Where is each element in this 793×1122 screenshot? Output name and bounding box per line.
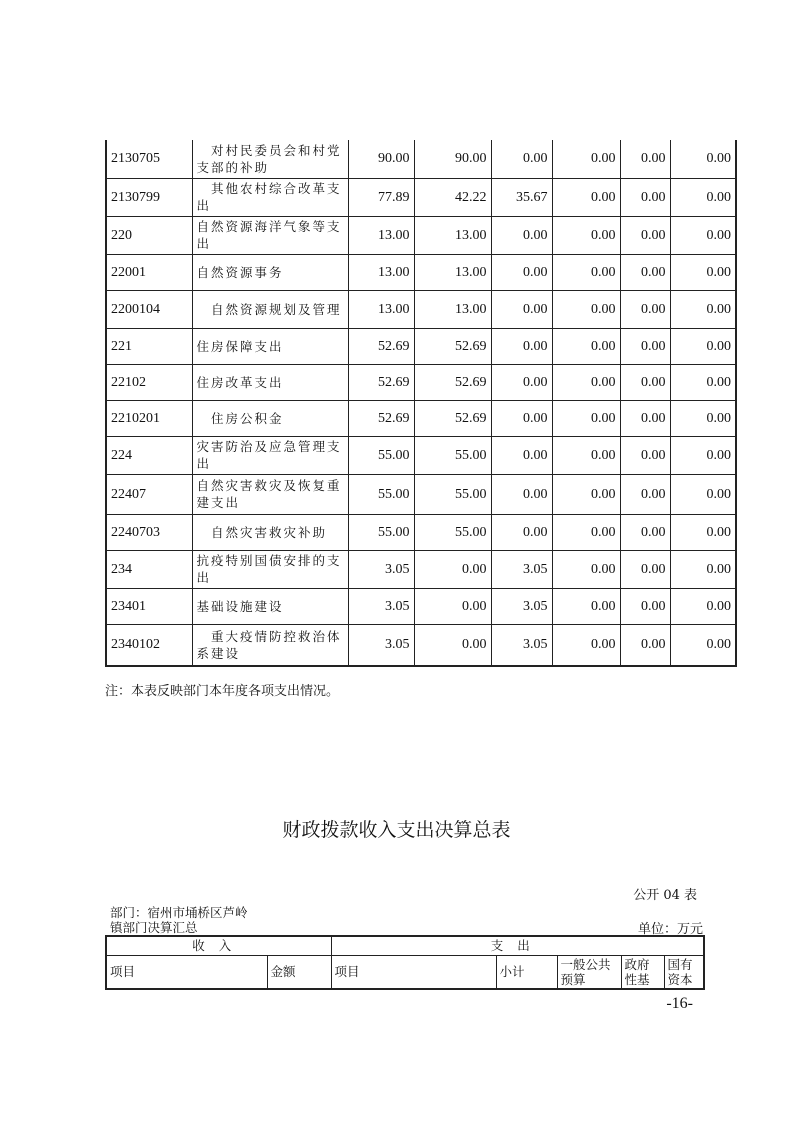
- row-value: 55.00: [414, 474, 491, 514]
- row-code: 2240703: [106, 514, 192, 550]
- row-value: 0.00: [670, 624, 736, 666]
- col-state-capital: 国有资本: [664, 955, 704, 989]
- row-value: 0.00: [491, 254, 552, 290]
- row-code: 2210201: [106, 400, 192, 436]
- section-title: 财政拨款收入支出决算总表: [282, 819, 511, 841]
- row-value: 0.00: [552, 140, 620, 178]
- row-value: 0.00: [620, 140, 670, 178]
- table-row: [106, 254, 736, 290]
- table-row: [106, 364, 736, 400]
- row-value: 0.00: [670, 254, 736, 290]
- col-income-item: 项目: [106, 955, 267, 989]
- row-name: 基础设施建设: [192, 588, 348, 624]
- row-value: 0.00: [620, 364, 670, 400]
- table-row: [106, 624, 736, 666]
- col-subtotal: 小计: [496, 955, 557, 989]
- table-row: [106, 474, 736, 514]
- row-value: 52.69: [348, 400, 414, 436]
- row-value: 0.00: [620, 216, 670, 254]
- row-value: 0.00: [620, 624, 670, 666]
- row-value: 0.00: [552, 588, 620, 624]
- table-row: [106, 550, 736, 588]
- row-name: 自然灾害救灾及恢复重建支出: [192, 474, 348, 514]
- row-value: 52.69: [348, 364, 414, 400]
- row-value: 13.00: [348, 254, 414, 290]
- row-value: 52.69: [414, 328, 491, 364]
- table-row: [106, 140, 736, 178]
- expense-header: 支出: [331, 936, 704, 955]
- row-value: 0.00: [670, 550, 736, 588]
- row-value: 3.05: [348, 550, 414, 588]
- department-line-2: 镇部门决算汇总: [110, 920, 198, 935]
- row-value: 0.00: [670, 216, 736, 254]
- row-value: 0.00: [670, 588, 736, 624]
- table-note: 注：本表反映部门本年度各项支出情况。: [105, 684, 340, 699]
- row-value: 0.00: [670, 290, 736, 328]
- table-row: [106, 290, 736, 328]
- row-name: 住房保障支出: [192, 328, 348, 364]
- row-value: 0.00: [552, 254, 620, 290]
- row-value: 0.00: [552, 624, 620, 666]
- row-value: 0.00: [620, 514, 670, 550]
- row-value: 0.00: [620, 400, 670, 436]
- row-value: 0.00: [491, 290, 552, 328]
- row-value: 0.00: [552, 290, 620, 328]
- department-line-1: 部门：宿州市埇桥区芦岭: [110, 905, 248, 920]
- row-value: 3.05: [491, 550, 552, 588]
- col-general-budget: 一般公共预算: [557, 955, 621, 989]
- unit-label: 单位：万元: [637, 922, 703, 937]
- row-value: 0.00: [670, 364, 736, 400]
- row-value: 13.00: [414, 254, 491, 290]
- form-number: 公开 04 表: [633, 888, 697, 903]
- row-value: 0.00: [620, 290, 670, 328]
- row-name: 自然灾害救灾补助: [192, 514, 348, 550]
- row-value: 55.00: [414, 436, 491, 474]
- row-value: 0.00: [670, 474, 736, 514]
- row-value: 0.00: [491, 436, 552, 474]
- row-value: 0.00: [491, 514, 552, 550]
- col-expense-item: 项目: [331, 955, 496, 989]
- row-value: 55.00: [348, 474, 414, 514]
- row-value: 0.00: [620, 550, 670, 588]
- row-name: 重大疫情防控救治体系建设: [192, 624, 348, 666]
- row-value: 13.00: [348, 290, 414, 328]
- row-value: 0.00: [552, 474, 620, 514]
- row-value: 0.00: [552, 514, 620, 550]
- row-value: 35.67: [491, 178, 552, 216]
- row-name: 住房改革支出: [192, 364, 348, 400]
- table-row: [106, 436, 736, 474]
- page-number: -16-: [666, 995, 693, 1012]
- row-code: 22102: [106, 364, 192, 400]
- row-value: 52.69: [414, 400, 491, 436]
- row-code: 221: [106, 328, 192, 364]
- row-code: 2130705: [106, 140, 192, 178]
- row-code: 2200104: [106, 290, 192, 328]
- row-name: 对村民委员会和村党支部的补助: [192, 140, 348, 178]
- row-value: 3.05: [491, 588, 552, 624]
- row-code: 22001: [106, 254, 192, 290]
- col-income-amount: 金额: [267, 955, 331, 989]
- row-value: 0.00: [552, 216, 620, 254]
- row-name: 自然资源规划及管理: [192, 290, 348, 328]
- row-value: 0.00: [620, 178, 670, 216]
- row-value: 0.00: [552, 400, 620, 436]
- expenditure-table: [105, 140, 737, 667]
- row-name: 其他农村综合改革支出: [192, 178, 348, 216]
- row-value: 0.00: [620, 436, 670, 474]
- row-value: 0.00: [670, 400, 736, 436]
- row-value: 0.00: [552, 436, 620, 474]
- table-row: [106, 216, 736, 254]
- row-value: 55.00: [348, 436, 414, 474]
- row-code: 22407: [106, 474, 192, 514]
- row-value: 0.00: [414, 588, 491, 624]
- row-value: 0.00: [491, 474, 552, 514]
- table-row: [106, 400, 736, 436]
- row-value: 0.00: [670, 514, 736, 550]
- table-row: [106, 328, 736, 364]
- table-row: [106, 588, 736, 624]
- row-value: 0.00: [552, 364, 620, 400]
- row-name: 灾害防治及应急管理支出: [192, 436, 348, 474]
- row-value: 0.00: [670, 178, 736, 216]
- row-code: 220: [106, 216, 192, 254]
- row-value: 0.00: [620, 588, 670, 624]
- row-code: 224: [106, 436, 192, 474]
- row-value: 0.00: [552, 178, 620, 216]
- row-value: 13.00: [348, 216, 414, 254]
- row-value: 0.00: [491, 364, 552, 400]
- row-value: 0.00: [620, 474, 670, 514]
- table-row: [106, 178, 736, 216]
- row-value: 13.00: [414, 290, 491, 328]
- row-value: 55.00: [348, 514, 414, 550]
- row-value: 0.00: [491, 328, 552, 364]
- row-name: 自然资源海洋气象等支出: [192, 216, 348, 254]
- row-value: 0.00: [670, 140, 736, 178]
- row-name: 住房公积金: [192, 400, 348, 436]
- row-value: 42.22: [414, 178, 491, 216]
- row-code: 23401: [106, 588, 192, 624]
- row-value: 0.00: [414, 624, 491, 666]
- row-value: 0.00: [491, 216, 552, 254]
- row-value: 52.69: [348, 328, 414, 364]
- row-value: 0.00: [670, 328, 736, 364]
- row-value: 0.00: [552, 328, 620, 364]
- summary-table-header: [105, 935, 705, 990]
- row-value: 0.00: [620, 254, 670, 290]
- row-value: 0.00: [414, 550, 491, 588]
- row-code: 2340102: [106, 624, 192, 666]
- income-header: 收入: [106, 936, 331, 955]
- row-value: 0.00: [670, 436, 736, 474]
- row-value: 90.00: [348, 140, 414, 178]
- row-value: 0.00: [491, 140, 552, 178]
- row-value: 55.00: [414, 514, 491, 550]
- table-row: [106, 514, 736, 550]
- row-value: 13.00: [414, 216, 491, 254]
- row-value: 0.00: [552, 550, 620, 588]
- row-value: 3.05: [348, 624, 414, 666]
- row-code: 234: [106, 550, 192, 588]
- row-name: 抗疫特别国债安排的支出: [192, 550, 348, 588]
- row-value: 0.00: [620, 328, 670, 364]
- row-value: 90.00: [414, 140, 491, 178]
- row-value: 3.05: [348, 588, 414, 624]
- row-code: 2130799: [106, 178, 192, 216]
- col-gov-fund: 政府性基: [621, 955, 664, 989]
- row-value: 0.00: [491, 400, 552, 436]
- row-value: 52.69: [414, 364, 491, 400]
- row-value: 3.05: [491, 624, 552, 666]
- row-value: 77.89: [348, 178, 414, 216]
- row-name: 自然资源事务: [192, 254, 348, 290]
